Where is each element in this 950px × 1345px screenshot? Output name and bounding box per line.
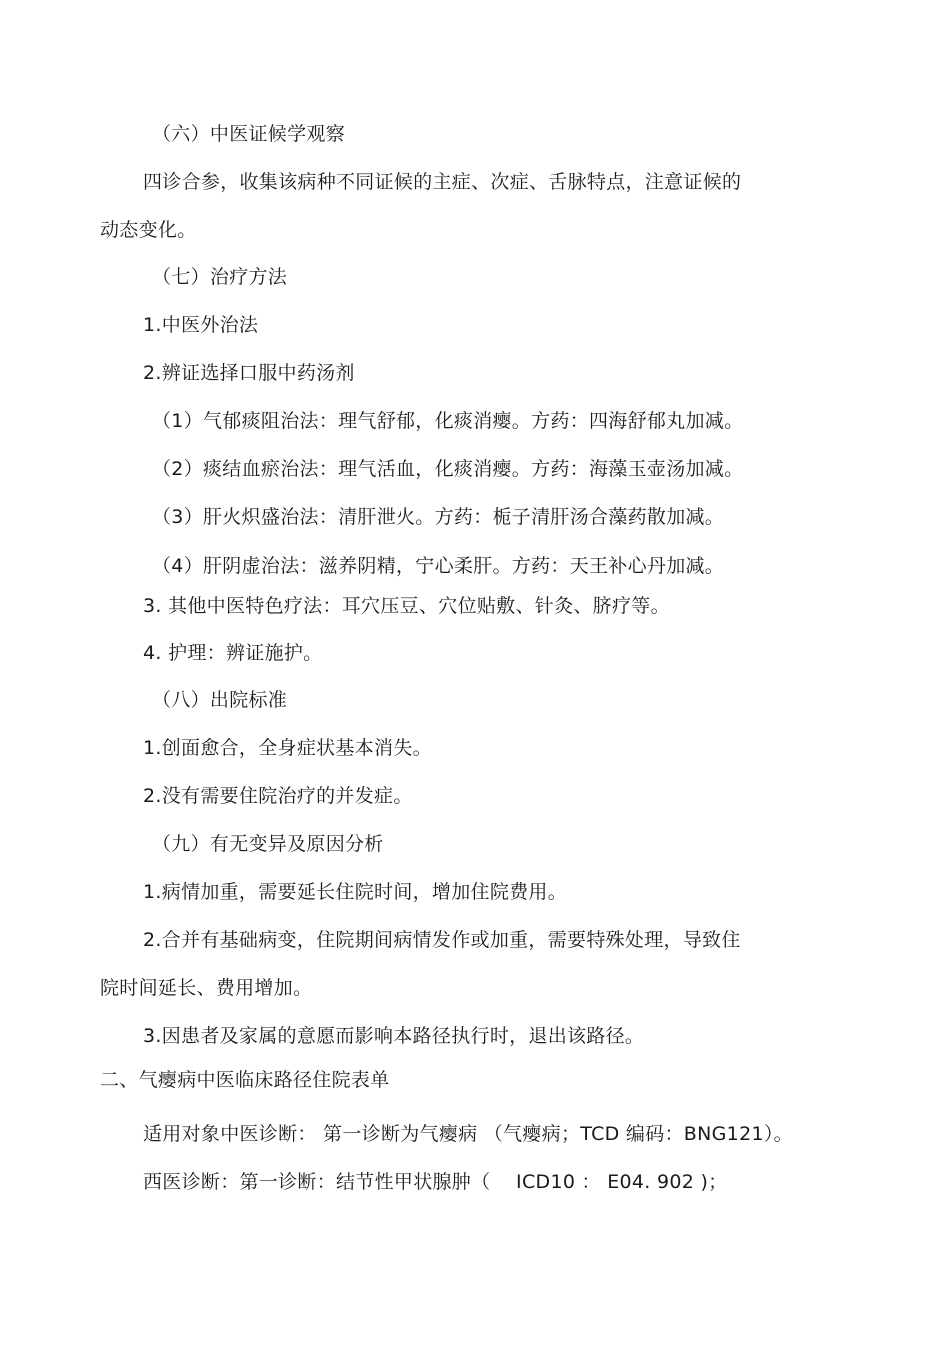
sub-list-item: （1）气郁痰阻治法：理气舒郁，化痰消瘿。方药：四海舒郁丸加减。 (152, 410, 744, 432)
paragraph-line: 西医诊断：第一诊断：结节性甲状腺肿（ ICD10 ： E04. 902 )； (143, 1171, 728, 1193)
paragraph-line: 院时间延长、费用增加。 (100, 977, 313, 999)
sub-list-item: （4）肝阴虚治法：滋养阴精，宁心柔肝。方药：天王补心丹加减。 (152, 555, 725, 577)
section-heading-treatment-methods: （七）治疗方法 (152, 266, 288, 288)
sub-list-item: （3）肝火炽盛治法：清肝泄火。方药：栀子清肝汤合藻药散加减。 (152, 506, 725, 528)
paragraph-line: 动态变化。 (100, 219, 197, 241)
list-item: 2.辨证选择口服中药汤剂 (143, 362, 355, 384)
chapter-heading-inpatient-form: 二、气瘿病中医临床路径住院表单 (100, 1069, 390, 1091)
section-heading-variation-analysis: （九）有无变异及原因分析 (152, 833, 384, 855)
paragraph-line: 适用对象中医诊断： 第一诊断为气瘿病 （气瘿病；TCD 编码：BNG121）。 (143, 1123, 793, 1145)
list-item: 4. 护理：辨证施护。 (143, 642, 323, 664)
section-heading-tcm-syndrome-observation: （六）中医证候学观察 (152, 123, 346, 145)
list-item: 1.中医外治法 (143, 314, 259, 336)
list-item: 3. 其他中医特色疗法：耳穴压豆、穴位贴敷、针灸、脐疗等。 (143, 595, 670, 617)
section-heading-discharge-criteria: （八）出院标准 (152, 689, 288, 711)
list-item: 3.因患者及家属的意愿而影响本路径执行时，退出该路径。 (143, 1025, 645, 1047)
list-item: 1.创面愈合，全身症状基本消失。 (143, 737, 432, 759)
list-item: 1.病情加重，需要延长住院时间，增加住院费用。 (143, 881, 568, 903)
list-item: 2.合并有基础病变，住院期间病情发作或加重，需要特殊处理，导致住 (143, 929, 741, 951)
list-item: 2.没有需要住院治疗的并发症。 (143, 785, 413, 807)
paragraph-line: 四诊合参，收集该病种不同证候的主症、次症、舌脉特点，注意证候的 (143, 171, 742, 193)
sub-list-item: （2）痰结血瘀治法：理气活血，化痰消瘿。方药：海藻玉壶汤加减。 (152, 458, 744, 480)
